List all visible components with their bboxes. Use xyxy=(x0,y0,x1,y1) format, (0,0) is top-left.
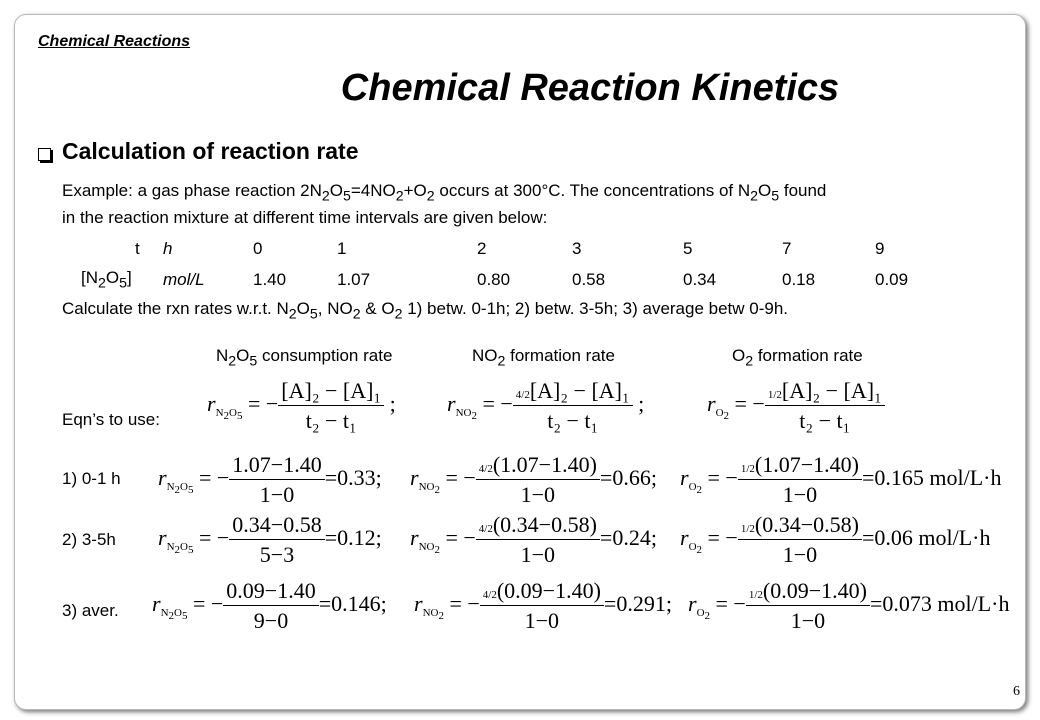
category-label: Chemical Reactions xyxy=(38,33,191,50)
table-cell: 2 xyxy=(477,239,487,258)
calc-2-o2: $r_{O_2}$ = − $\frac{1/2(0.34-0.58)}{1-0}$ =0.06 mol/L·h xyxy=(680,512,991,567)
calc-3-n2o5: $r_{N_2O_5}$ = − $\frac{0.09-1.40}{9-0}$ =0.146; xyxy=(152,578,387,633)
table-row-time-label: t xyxy=(135,239,140,258)
calc-3-o2: $r_{O_2}$ = − $\frac{1/2(0.09-1.40)}{1-0}$ =0.073 mol/L·h xyxy=(688,578,1010,633)
equations-label: Eqn’s to use: xyxy=(62,410,160,429)
header-o2-rate: $O_2$ formation rate xyxy=(732,346,863,370)
calc-1-o2: $r_{O_2}$ = − $\frac{1/2(1.07-1.40)}{1-0}$ =0.165 mol/L·h xyxy=(680,452,1002,507)
calc-1-no2: $r_{NO_2}$ = − $\frac{4/2(1.07-1.40)}{1-0}$ =0.66; xyxy=(410,452,657,507)
table-cell: 5 xyxy=(683,239,693,258)
equation-n2o5-general: $r_{N_2O_5}$ = − $\frac{\text{[A]₂ − [A]₁}}{\text{t₂ − t₁}}$ ; xyxy=(207,378,396,433)
example-line-2: in the reaction mixture at different time intervals are given below: xyxy=(62,208,548,227)
table-row-time-unit: h xyxy=(163,239,173,258)
table-cell: 0.80 xyxy=(477,270,511,289)
table-cell: 1.07 xyxy=(337,270,371,289)
table-cell: 0.34 xyxy=(683,270,717,289)
table-cell: 0 xyxy=(253,239,263,258)
page-number: 6 xyxy=(1013,684,1020,699)
table-row-conc-label: $[N_2O_5]$ xyxy=(81,268,132,292)
table-cell: 9 xyxy=(875,239,885,258)
equation-o2-general: $r_{O_2}$ = − $\frac{\text{1/2[A]₂ − [A]₁}}{\text{t₂ − t₁}}$ xyxy=(707,378,885,434)
calc-1-n2o5: $r_{N_2O_5}$ = − $\frac{1.07-1.40}{1-0}$ =0.33; xyxy=(158,452,382,507)
table-cell: 1 xyxy=(337,239,347,258)
table-cell: 3 xyxy=(572,239,582,258)
section-heading: Calculation of reaction rate xyxy=(62,138,359,164)
calc-2-n2o5: $r_{N_2O_5}$ = − $\frac{0.34-0.58}{5-3}$ =0.12; xyxy=(158,512,382,567)
calc-label-1: 1) 0-1 h xyxy=(62,469,121,488)
table-row-conc-unit: mol/L xyxy=(163,270,205,289)
header-n2o5-rate: $N_2O_5$ consumption rate xyxy=(216,346,393,370)
table-cell: 1.40 xyxy=(253,270,287,289)
table-cell: 0.09 xyxy=(875,270,909,289)
header-no2-rate: $NO_2$ formation rate xyxy=(472,346,615,370)
table-cell: 0.18 xyxy=(782,270,816,289)
calc-3-no2: $r_{NO_2}$ = − $\frac{4/2(0.09-1.40)}{1-0}$ =0.291; xyxy=(414,578,672,633)
calc-label-3: 3) aver. xyxy=(62,601,119,620)
question-text: Calculate the rxn rates w.r.t. $N_2O_5$, $NO_2$ & $O_2$ 1) betw. 0-1h; 2) betw. 3-5h; 3) average betw 0-9h. xyxy=(62,299,789,323)
equation-no2-general: $r_{NO_2}$ = − $\frac{\text{4/2[A]₂ − [A]₁}}{\text{t₂ − t₁}}$ ; xyxy=(447,378,645,433)
slide-title: Chemical Reaction Kinetics xyxy=(340,67,840,109)
table-cell: 0.58 xyxy=(572,270,606,289)
calc-2-no2: $r_{NO_2}$ = − $\frac{4/2(0.34-0.58)}{1-0}$ =0.24; xyxy=(410,512,657,567)
table-cell: 7 xyxy=(782,239,792,258)
calc-label-2: 2) 3-5h xyxy=(62,530,116,549)
checkbox-bullet-icon xyxy=(38,148,51,161)
example-line-1: Example: a gas phase reaction $2N_2O_5=4NO_2+O_2$ occurs at 300°C. The concentrations of $N_2O_5$ found xyxy=(62,181,827,205)
